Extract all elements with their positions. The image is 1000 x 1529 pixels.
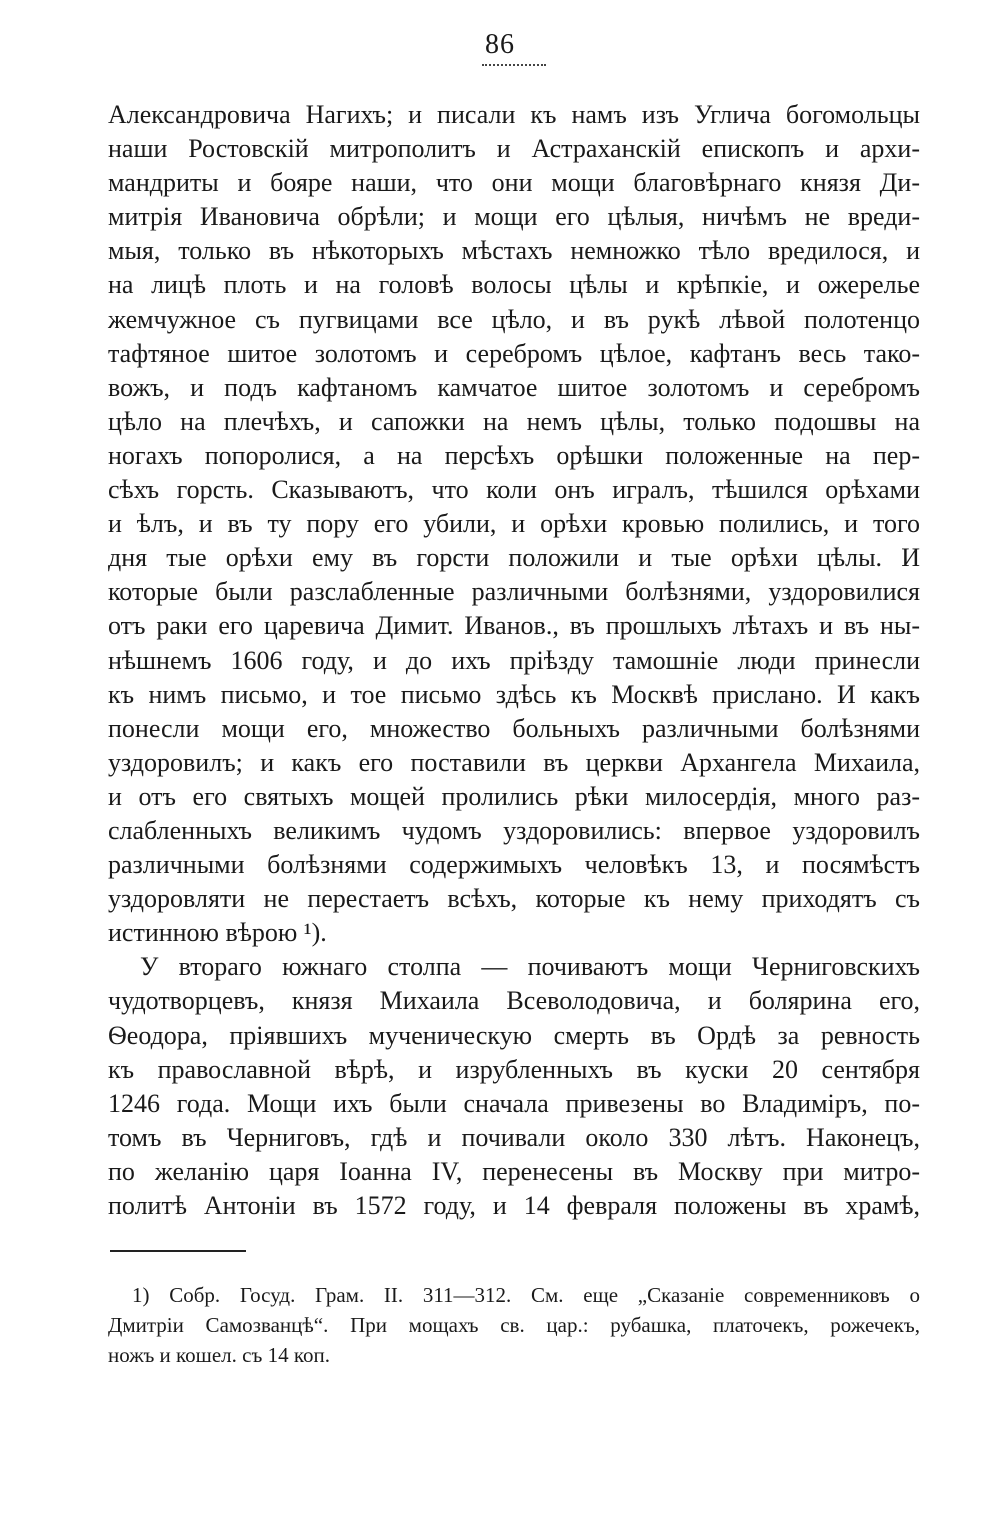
text-line: сѣхъ горсть. Сказываютъ, что коли онъ игралъ, тѣшился орѣхами bbox=[108, 475, 920, 505]
text-line: слабленныхъ великимъ чудомъ уздоровились: впервое уздоровилъ bbox=[108, 815, 920, 845]
footnote-line: Дмитріи Самозванцѣ“. При мощахъ св. цар.: рубашка, платочекъ, рожечекъ, bbox=[108, 1313, 920, 1337]
text-line: наши Ростовскій митрополитъ и Астраханскій епископъ и архи- bbox=[108, 134, 920, 164]
footnote-line: ножъ и кошел. съ 14 коп. bbox=[108, 1343, 330, 1367]
body-text bbox=[108, 98, 920, 1223]
text-line: вожъ, и подъ кафтаномъ камчатое шитое золотомъ и серебромъ bbox=[108, 372, 920, 402]
text-line: на лицѣ плоть и на головѣ волосы цѣлы и крѣпкіе, и ожерелье bbox=[108, 270, 920, 300]
text-line: которые были разслабленные различными болѣзнями, уздоровилися bbox=[108, 577, 920, 607]
page-number-rule bbox=[482, 64, 546, 66]
text-line: уздоровляти не перестаетъ всѣхъ, которые къ нему приходятъ съ bbox=[108, 884, 920, 914]
footnote-separator bbox=[110, 1250, 246, 1252]
text-line: и отъ его святыхъ мощей пролились рѣки милосердія, много раз- bbox=[108, 781, 920, 811]
text-line: и ѣлъ, и въ ту пору его убили, и орѣхи кровью полились, и того bbox=[108, 509, 920, 539]
text-line: жемчужное съ пугвицами все цѣло, и въ рукѣ лѣвой полотенцо bbox=[108, 304, 920, 334]
text-line: различными болѣзнями содержимыхъ человѣкъ 13, и посямѣстъ bbox=[108, 850, 920, 880]
text-line: митрія Ивановича обрѣли; и мощи его цѣлыя, ничѣмъ не вреди- bbox=[108, 202, 920, 232]
text-line: ногахъ попоролися, а на персѣхъ орѣшки положенные на пер- bbox=[108, 440, 920, 470]
page-number: 86 bbox=[485, 29, 515, 60]
text-line-paragraph-end: истинною вѣрою ¹). bbox=[108, 918, 327, 948]
text-line: уздоровилъ; и какъ его поставили въ церкви Архангела Михаила, bbox=[108, 747, 920, 777]
text-line: Ѳеодора, пріявшихъ мученическую смерть въ Ордѣ за ревность bbox=[108, 1020, 920, 1050]
text-line: мандриты и бояре наши, что они мощи благовѣрнаго князя Ди- bbox=[108, 168, 920, 198]
text-line: тафтяное шитое золотомъ и серебромъ цѣлое, кафтанъ весь тако- bbox=[108, 338, 920, 368]
text-line: по желанію царя Іоанна IV, перенесены въ Москву при митро- bbox=[108, 1156, 920, 1186]
text-line: дня тые орѣхи ему въ горсти положили и тые орѣхи цѣлы. И bbox=[108, 543, 920, 573]
text-line-paragraph-start: У втораго южнаго столпа — почиваютъ мощи Черниговскихъ bbox=[140, 952, 920, 982]
text-line: мыя, только въ нѣкоторыхъ мѣстахъ немножко тѣло вредилося, и bbox=[108, 236, 920, 266]
text-line: къ православной вѣрѣ, и изрубленныхъ въ куски 20 сентября bbox=[108, 1054, 920, 1084]
text-line: Александровича Нагихъ; и писали къ намъ изъ Углича богомольцы bbox=[108, 100, 920, 129]
text-line: цѣло на плечѣхъ, и сапожки на немъ цѣлы, только подошвы на bbox=[108, 406, 920, 436]
text-line: нѣшнемъ 1606 году, и до ихъ пріѣзду тамошніе люди принесли bbox=[108, 645, 920, 675]
text-line: политѣ Антоніи въ 1572 году, и 14 февраля положены въ храмѣ, bbox=[108, 1191, 920, 1220]
text-line: понесли мощи его, множество больныхъ различными болѣзнями bbox=[108, 713, 920, 743]
text-line: чудотворцевъ, князя Михаила Всеволодовича, и болярина его, bbox=[108, 986, 920, 1016]
footnotes bbox=[108, 1280, 920, 1370]
footnote-line: 1) Собр. Госуд. Грам. II. 311—312. См. еще „Сказаніе современниковъ о bbox=[132, 1283, 920, 1307]
text-line: томъ въ Черниговъ, гдѣ и почивали около 330 лѣтъ. Наконецъ, bbox=[108, 1122, 920, 1152]
text-line: къ нимъ письмо, и тое письмо здѣсь къ Москвѣ прислано. И какъ bbox=[108, 679, 920, 709]
text-line: 1246 года. Мощи ихъ были сначала привезены во Владиміръ, по- bbox=[108, 1088, 920, 1118]
text-line: отъ раки его царевича Димит. Иванов., въ прошлыхъ лѣтахъ и въ ны- bbox=[108, 611, 920, 641]
